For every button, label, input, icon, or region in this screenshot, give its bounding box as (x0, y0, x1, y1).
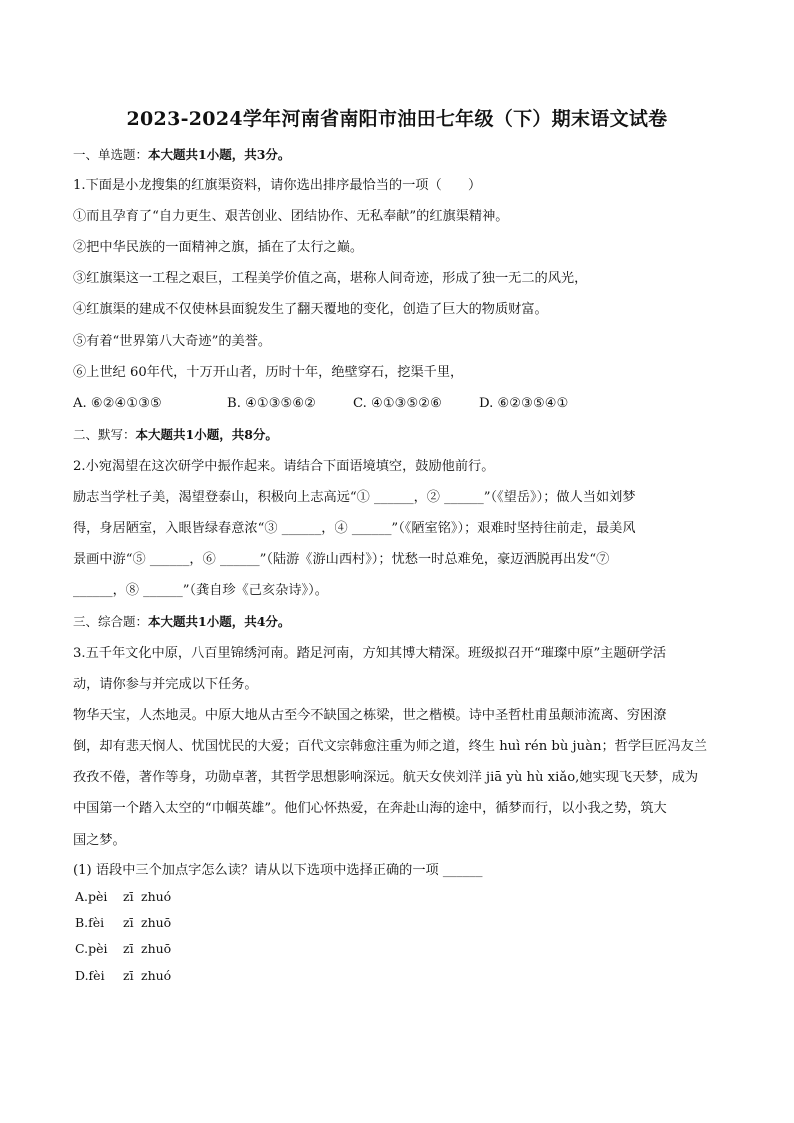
question-stem: 3.五千年文化中原，八百里锦绣河南。踏足河南，方知其博大精深。班级拟召开“璀璨中原”主题研学活 (73, 646, 667, 661)
list-item: ③红旗渠这一工程之艰巨，工程美学价值之高，堪称人间奇迹，形成了独一无二的风光， (73, 271, 588, 286)
choice-c: zhuō (141, 915, 172, 930)
section-prefix: 一、单选题： (73, 147, 149, 162)
list-item: ④红旗渠的建成不仅使林县面貌发生了翻天覆地的变化，创造了巨大的物质财富。 (73, 302, 548, 317)
choice-c: zhuó (141, 889, 172, 904)
option-d[interactable]: D. ⑥②③⑤④① (479, 396, 569, 411)
fill-in-line: 励志当学杜子美，渴望登泰山，积极向上志高远“① ______，② ______”（《望岳》）；做人当如刘梦 (73, 490, 636, 505)
section-prefix: 二、默写： (73, 427, 136, 442)
choice-b: zī (123, 889, 134, 904)
list-item: ⑥上世纪 60年代，十万开山者，历时十年，绝壁穿石，挖渠千里， (73, 365, 464, 380)
section-heading-3 (73, 613, 290, 631)
list-item: ②把中华民族的一面精神之旗，插在了太行之巅。 (73, 240, 364, 255)
section-heading-1 (73, 146, 290, 164)
passage-line: 倒，却有悲天悯人、忧国忧民的大爱；百代文宗韩愈注重为师之道，终生 huì rén bù juàn；哲学巨匠冯友兰 (73, 739, 707, 754)
fill-in-line: 景画中游“⑤ ______，⑥ ______”（陆游《游山西村》）；忧愁一时总难免，豪迈洒脱再出发“⑦ (73, 552, 610, 567)
list-item: ⑤有着“世界第八大奇迹”的美誉。 (73, 334, 272, 349)
choice-c: zhuó (141, 968, 172, 983)
choice-b: zī (123, 941, 134, 956)
choice-label: B.fèi (75, 915, 105, 930)
section-score: 本大题共1小题，共4分。 (148, 614, 291, 629)
choice-c: zhuō (141, 941, 172, 956)
choice-label: A.pèi (75, 889, 108, 904)
passage-line: 孜孜不倦，著作等身，功勋卓著，其哲学思想影响深远。航天女侠刘洋 jiā yù hù xiǎo,她实现飞天梦，成为 (73, 770, 699, 785)
passage-line: 国之梦。 (73, 833, 126, 848)
question-stem: 1.下面是小龙搜集的红旗渠资料，请你选出排序最恰当的一项（ ） (73, 178, 482, 193)
fill-in-line: ______，⑧ ______”（龚自珍《己亥杂诗》）。 (73, 583, 328, 598)
choice-b: zī (123, 968, 134, 983)
option-b[interactable]: B. ④①③⑤⑥② (227, 396, 317, 411)
passage-line: 中国第一个踏入太空的“巾帼英雄”。他们心怀热爱，在奔赴山海的途中，循梦而行，以小我之势，筑大 (73, 801, 667, 816)
section-prefix: 三、综合题： (73, 614, 149, 629)
passage-line: 物华天宝，人杰地灵。中原大地从古至今不缺国之栋梁，世之楷模。诗中圣哲杜甫虽颠沛流离、穷困潦 (73, 708, 667, 723)
option-a[interactable]: A. ⑥②④①③⑤ (73, 396, 162, 411)
choice-label: C.pèi (75, 941, 108, 956)
section-score: 本大题共1小题，共3分。 (148, 147, 291, 162)
option-c[interactable]: C. ④①③⑤②⑥ (353, 396, 442, 411)
fill-in-line: 得，身居陋室，入眼皆绿春意浓“③ ______，④ ______”（《陋室铭》）；艰难时坚持往前走，最美风 (73, 521, 636, 536)
choice-label: D.fèi (75, 968, 105, 983)
page-title: 2023-2024学年河南省南阳市油田七年级（下）期末语文试卷 (126, 108, 668, 130)
section-score: 本大题共1小题，共8分。 (135, 427, 278, 442)
choice-b: zī (123, 915, 134, 930)
question-stem: 动，请你参与并完成以下任务。 (73, 677, 258, 692)
sub-question: (1) 语段中三个加点字怎么读？请从以下选项中选择正确的一项 ______ (73, 863, 483, 878)
question-stem: 2.小宛渴望在这次研学中振作起来。请结合下面语境填空，鼓励他前行。 (73, 459, 495, 474)
answer-options (73, 395, 568, 413)
list-item: ①而且孕育了“自力更生、艰苦创业、团结协作、无私奉献”的红旗渠精神。 (73, 209, 509, 224)
section-heading-2 (73, 426, 278, 444)
